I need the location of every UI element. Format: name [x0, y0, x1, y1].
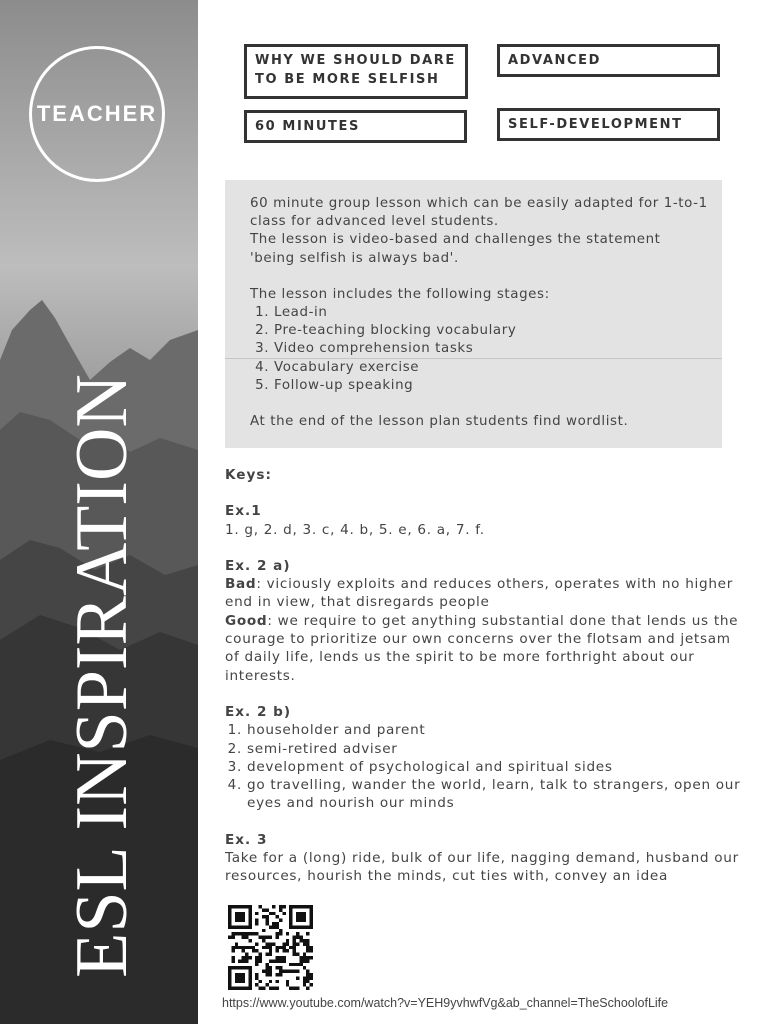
ex2b-item: 4. go travelling, wander the world, learn, talk to strangers, open our eyes and nourish our minds [247, 776, 745, 813]
ex2a-bad [225, 575, 745, 612]
ex2b-item: 1. householder and parent [247, 721, 745, 739]
qr-code-icon[interactable] [228, 905, 313, 990]
good-label: Good [225, 612, 268, 629]
ex2b-list [225, 721, 745, 812]
ex2a-label: Ex. 2 a) [225, 557, 291, 574]
stage-item: 1. Lead-in [274, 304, 710, 322]
stage-item: 4. Vocabulary exercise [274, 359, 710, 377]
lesson-title: WHY WE SHOULD DARE TO BE MORE SELFISH [255, 53, 456, 87]
ex3-text: Take for a (long) ride, bulk of our life, nagging demand, husband our resources, hourish the minds, cut ties with, convey an idea [225, 850, 739, 885]
summary-intro-1: 60 minute group lesson which can be easily adapted for 1-to-1 class for advanced level students. [250, 196, 708, 230]
lesson-title-box [244, 44, 468, 99]
ex3-label: Ex. 3 [225, 831, 268, 848]
ex1-label: Ex.1 [225, 503, 262, 520]
duration-box [244, 110, 467, 143]
topic-box [497, 108, 720, 141]
video-link[interactable]: https://www.youtube.com/watch?v=YEH9yvhwfVg&ab_channel=TheSchoolofLife [222, 996, 669, 1010]
duration-label: 60 MINUTES [255, 119, 360, 134]
vertical-title: ESL INSPIRATION [61, 374, 143, 978]
keys-heading: Keys: [225, 467, 272, 483]
stage-item: 5. Follow-up speaking [274, 377, 710, 395]
stage-item: 2. Pre-teaching blocking vocabulary [274, 322, 710, 340]
ex2b-item: 2. semi-retired adviser [247, 740, 745, 758]
bad-text: : viciously exploits and reduces others, operates with no higher end in view, that disregards people [225, 576, 734, 611]
ex2a-good [225, 612, 745, 685]
answer-keys [225, 466, 745, 886]
stages-label: The lesson includes the following stages: [250, 286, 550, 302]
stages-list [250, 304, 710, 395]
teacher-badge [29, 46, 165, 182]
bad-label: Bad [225, 576, 257, 593]
level-label: ADVANCED [508, 53, 601, 68]
good-text: : we require to get anything substantial done that lends us the courage to prioritize our own concerns over the flotsam and jetsam of daily life, lends us the spirit to be more forthright about our interests. [225, 612, 739, 684]
teacher-badge-label: TEACHER [36, 101, 158, 126]
side-banner [0, 0, 198, 1024]
ex2b-item: 3. development of psychological and spiritual sides [247, 758, 745, 776]
ex1-answers: 1. g, 2. d, 3. c, 4. b, 5. e, 6. a, 7. f. [225, 521, 485, 538]
topic-label: SELF-DEVELOPMENT [508, 117, 683, 132]
stage-item: 3. Video comprehension tasks [274, 340, 710, 358]
lesson-summary [225, 180, 722, 448]
ex2b-label: Ex. 2 b) [225, 703, 292, 720]
summary-outro: At the end of the lesson plan students find wordlist. [250, 414, 629, 430]
summary-intro-2: The lesson is video-based and challenges the statement 'being selfish is always bad'. [250, 232, 661, 266]
summary-divider [225, 358, 722, 359]
level-box [497, 44, 720, 77]
